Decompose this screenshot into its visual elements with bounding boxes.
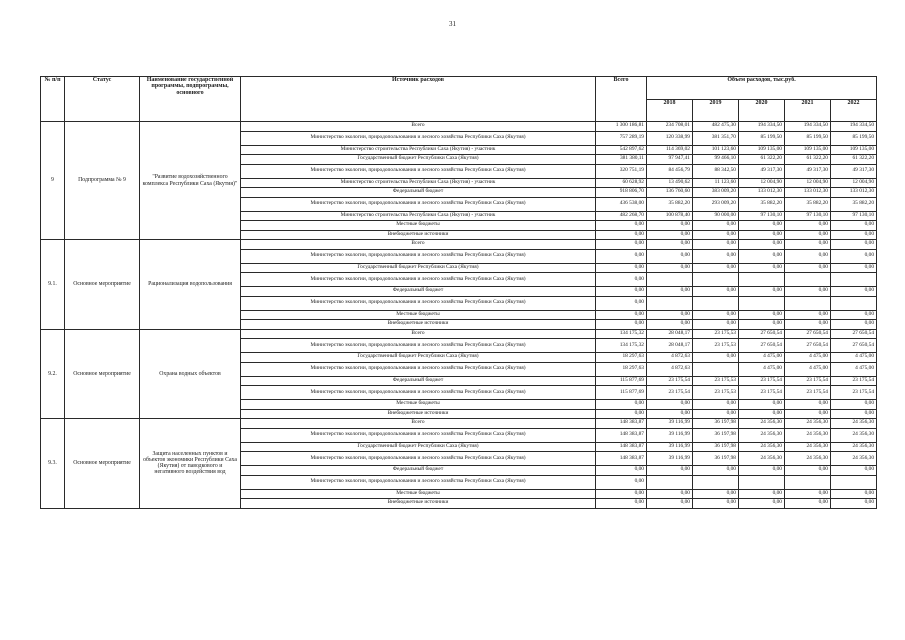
year-value-cell: 84 456,79 bbox=[647, 164, 693, 178]
year-value-cell: 0,00 bbox=[785, 489, 831, 499]
year-value-cell: 0,00 bbox=[647, 310, 693, 320]
year-value-cell: 23 175,53 bbox=[693, 386, 739, 400]
year-value-cell: 0,00 bbox=[785, 230, 831, 240]
year-value-cell: 0,00 bbox=[693, 221, 739, 231]
year-value-cell: 0,00 bbox=[739, 263, 785, 273]
year-value-cell: 23 175,54 bbox=[739, 386, 785, 400]
year-value-cell bbox=[785, 273, 831, 287]
section-number: 9 bbox=[41, 122, 65, 240]
year-value-cell: 11 123,60 bbox=[693, 178, 739, 188]
year-value-cell: 24 356,30 bbox=[785, 442, 831, 452]
year-value-cell: 28 048,17 bbox=[647, 339, 693, 353]
year-value-cell: 12 004,90 bbox=[785, 178, 831, 188]
source-cell: Местные бюджеты bbox=[241, 221, 596, 231]
year-value-cell: 0,00 bbox=[739, 409, 785, 419]
total-cell: 148 383,87 bbox=[596, 442, 647, 452]
table-row bbox=[41, 329, 877, 339]
year-value-cell: 0,00 bbox=[785, 240, 831, 250]
total-cell: 0,00 bbox=[596, 240, 647, 250]
year-value-cell: 114 369,02 bbox=[647, 145, 693, 155]
year-value-cell: 35 882,20 bbox=[647, 197, 693, 211]
year-value-cell: 24 356,30 bbox=[739, 452, 785, 466]
year-value-cell: 24 356,30 bbox=[785, 428, 831, 442]
total-cell: 0,00 bbox=[596, 221, 647, 231]
year-value-cell: 0,00 bbox=[831, 221, 877, 231]
year-value-cell: 0,00 bbox=[647, 221, 693, 231]
total-cell: 0,00 bbox=[596, 273, 647, 287]
year-value-cell: 27 650,54 bbox=[739, 329, 785, 339]
total-cell: 0,00 bbox=[596, 409, 647, 419]
section-status: Подпрограмма № 9 bbox=[65, 122, 140, 240]
year-value-cell: 0,00 bbox=[785, 249, 831, 263]
year-value-cell: 0,00 bbox=[785, 409, 831, 419]
year-value-cell: 133 012,30 bbox=[831, 188, 877, 198]
source-cell: Всего bbox=[241, 329, 596, 339]
year-value-cell: 0,00 bbox=[785, 499, 831, 509]
year-value-cell: 0,00 bbox=[693, 263, 739, 273]
source-cell: Внебюджетные источники bbox=[241, 320, 596, 330]
year-value-cell: 100 878,40 bbox=[647, 211, 693, 221]
total-cell: 381 380,11 bbox=[596, 155, 647, 165]
source-cell: Министерство экологии, природопользования и лесного хозяйства Республики Саха (Якутия) bbox=[241, 362, 596, 376]
source-cell: Местные бюджеты bbox=[241, 310, 596, 320]
header-year: 2021 bbox=[785, 99, 831, 122]
year-value-cell: 90 000,00 bbox=[693, 211, 739, 221]
year-value-cell: 4 872,63 bbox=[647, 362, 693, 376]
budget-table bbox=[40, 76, 877, 509]
year-value-cell: 0,00 bbox=[739, 230, 785, 240]
section-status: Основное мероприятие bbox=[65, 329, 140, 419]
year-value-cell: 0,00 bbox=[647, 499, 693, 509]
source-cell: Внебюджетные источники bbox=[241, 409, 596, 419]
total-cell: 0,00 bbox=[596, 466, 647, 476]
year-value-cell bbox=[647, 273, 693, 287]
year-value-cell: 4 475,00 bbox=[739, 353, 785, 363]
year-value-cell bbox=[831, 475, 877, 489]
total-cell: 482 268,70 bbox=[596, 211, 647, 221]
year-value-cell: 36 197,98 bbox=[693, 452, 739, 466]
source-cell: Министерство экологии, природопользования и лесного хозяйства Республики Саха (Якутия) bbox=[241, 249, 596, 263]
year-value-cell: 0,00 bbox=[647, 489, 693, 499]
total-cell: 148 383,87 bbox=[596, 452, 647, 466]
year-value-cell: 12 004,90 bbox=[739, 178, 785, 188]
header-expense-group: Объем расходов, тыс.руб. bbox=[647, 77, 877, 100]
year-value-cell: 23 175,53 bbox=[693, 376, 739, 386]
year-value-cell: 24 356,30 bbox=[831, 428, 877, 442]
header-year: 2022 bbox=[831, 99, 877, 122]
table-header bbox=[41, 77, 877, 122]
year-value-cell: 0,00 bbox=[739, 221, 785, 231]
year-value-cell: 0,00 bbox=[831, 230, 877, 240]
year-value-cell: 85 199,50 bbox=[785, 131, 831, 145]
year-value-cell bbox=[739, 273, 785, 287]
total-cell: 757 289,19 bbox=[596, 131, 647, 145]
year-value-cell bbox=[831, 273, 877, 287]
year-value-cell: 0,00 bbox=[647, 287, 693, 297]
year-value-cell: 0,00 bbox=[739, 320, 785, 330]
year-value-cell bbox=[831, 296, 877, 310]
source-cell: Внебюджетные источники bbox=[241, 499, 596, 509]
source-cell: Государственный бюджет Республики Саха (Якутия) bbox=[241, 263, 596, 273]
total-cell: 918 806,70 bbox=[596, 188, 647, 198]
year-value-cell: 0,00 bbox=[739, 489, 785, 499]
year-value-cell: 120 338,99 bbox=[647, 131, 693, 145]
source-cell: Всего bbox=[241, 122, 596, 132]
total-cell: 148 383,87 bbox=[596, 428, 647, 442]
year-value-cell: 0,00 bbox=[739, 499, 785, 509]
year-value-cell: 0,00 bbox=[693, 489, 739, 499]
source-cell: Министерство экологии, природопользования и лесного хозяйства Республики Саха (Якутия) bbox=[241, 428, 596, 442]
year-value-cell: 85 199,50 bbox=[831, 131, 877, 145]
total-cell: 115 877,69 bbox=[596, 386, 647, 400]
year-value-cell: 39 116,99 bbox=[647, 452, 693, 466]
year-value-cell: 109 135,00 bbox=[739, 145, 785, 155]
source-cell: Федеральный бюджет bbox=[241, 188, 596, 198]
year-value-cell: 27 650,54 bbox=[831, 329, 877, 339]
source-cell: Всего bbox=[241, 240, 596, 250]
year-value-cell: 27 650,54 bbox=[785, 339, 831, 353]
year-value-cell: 0,00 bbox=[693, 499, 739, 509]
source-cell: Министерство экологии, природопользования и лесного хозяйства Республики Саха (Якутия) bbox=[241, 475, 596, 489]
year-value-cell: 0,00 bbox=[647, 409, 693, 419]
year-value-cell: 293 009,20 bbox=[693, 197, 739, 211]
year-value-cell: 0,00 bbox=[693, 409, 739, 419]
year-value-cell: 24 356,30 bbox=[739, 428, 785, 442]
year-value-cell: 482 475,30 bbox=[693, 122, 739, 132]
source-cell: Местные бюджеты bbox=[241, 489, 596, 499]
year-value-cell: 24 356,30 bbox=[739, 442, 785, 452]
year-value-cell: 88 342,50 bbox=[693, 164, 739, 178]
section-name: Рационализация водопользования bbox=[140, 240, 241, 330]
year-value-cell: 0,00 bbox=[739, 287, 785, 297]
year-value-cell bbox=[785, 296, 831, 310]
total-cell: 148 383,87 bbox=[596, 419, 647, 429]
year-value-cell: 4 475,00 bbox=[785, 353, 831, 363]
year-value-cell: 61 322,20 bbox=[739, 155, 785, 165]
year-value-cell: 4 475,00 bbox=[739, 362, 785, 376]
section-name: Защита населенных пунктов и объектов экономики Республики Саха (Якутия) от паводкового и негативного воздействия вод bbox=[140, 419, 241, 509]
year-value-cell: 61 322,20 bbox=[831, 155, 877, 165]
year-value-cell: 97 130,10 bbox=[739, 211, 785, 221]
total-cell: 115 877,69 bbox=[596, 376, 647, 386]
table-row bbox=[41, 240, 877, 250]
year-value-cell: 27 650,54 bbox=[831, 339, 877, 353]
source-cell: Государственный бюджет Республики Саха (Якутия) bbox=[241, 353, 596, 363]
year-value-cell bbox=[693, 475, 739, 489]
header-source: Источник расходов bbox=[241, 77, 596, 122]
source-cell: Государственный бюджет Республики Саха (Якутия) bbox=[241, 442, 596, 452]
source-cell: Министерство экологии, природопользования и лесного хозяйства Республики Саха (Якутия) bbox=[241, 131, 596, 145]
year-value-cell: 61 322,20 bbox=[785, 155, 831, 165]
total-cell: 18 297,63 bbox=[596, 353, 647, 363]
year-value-cell: 0,00 bbox=[693, 320, 739, 330]
table-body bbox=[41, 122, 877, 509]
year-value-cell: 49 317,30 bbox=[739, 164, 785, 178]
source-cell: Государственный бюджет Республики Саха (Якутия) bbox=[241, 155, 596, 165]
year-value-cell bbox=[693, 273, 739, 287]
year-value-cell: 4 475,00 bbox=[785, 362, 831, 376]
year-value-cell: 0,00 bbox=[785, 287, 831, 297]
year-value-cell: 23 175,54 bbox=[647, 386, 693, 400]
year-value-cell: 36 197,98 bbox=[693, 428, 739, 442]
year-value-cell: 23 175,54 bbox=[831, 376, 877, 386]
source-cell: Министерство экологии, природопользования и лесного хозяйства Республики Саха (Якутия) bbox=[241, 273, 596, 287]
source-cell: Всего bbox=[241, 419, 596, 429]
section-status: Основное мероприятие bbox=[65, 240, 140, 330]
year-value-cell: 0,00 bbox=[739, 310, 785, 320]
year-value-cell: 24 356,30 bbox=[785, 452, 831, 466]
total-cell: 134 175,32 bbox=[596, 339, 647, 353]
year-value-cell: 0,00 bbox=[785, 310, 831, 320]
year-value-cell: 0,00 bbox=[831, 240, 877, 250]
year-value-cell: 0,00 bbox=[647, 263, 693, 273]
year-value-cell: 35 882,20 bbox=[785, 197, 831, 211]
table-row bbox=[41, 419, 877, 429]
year-value-cell: 0,00 bbox=[831, 409, 877, 419]
year-value-cell bbox=[739, 475, 785, 489]
year-value-cell: 0,00 bbox=[785, 221, 831, 231]
page-number: 31 bbox=[449, 20, 456, 28]
total-cell: 60 628,92 bbox=[596, 178, 647, 188]
year-value-cell: 109 135,00 bbox=[785, 145, 831, 155]
year-value-cell: 0,00 bbox=[647, 230, 693, 240]
year-value-cell: 133 012,30 bbox=[785, 188, 831, 198]
year-value-cell: 0,00 bbox=[647, 400, 693, 410]
year-value-cell: 194 334,50 bbox=[739, 122, 785, 132]
year-value-cell: 0,00 bbox=[739, 249, 785, 263]
total-cell: 0,00 bbox=[596, 475, 647, 489]
year-value-cell: 0,00 bbox=[693, 249, 739, 263]
header-status: Статус bbox=[65, 77, 140, 122]
year-value-cell bbox=[785, 475, 831, 489]
total-cell: 320 751,19 bbox=[596, 164, 647, 178]
year-value-cell: 27 650,54 bbox=[739, 339, 785, 353]
year-value-cell bbox=[693, 296, 739, 310]
year-value-cell: 0,00 bbox=[831, 310, 877, 320]
header-total: Всего bbox=[596, 77, 647, 122]
year-value-cell: 0,00 bbox=[831, 320, 877, 330]
year-value-cell: 0,00 bbox=[785, 400, 831, 410]
year-value-cell: 4 475,00 bbox=[831, 353, 877, 363]
total-cell: 0,00 bbox=[596, 296, 647, 310]
source-cell: Министерство экологии, природопользования и лесного хозяйства Республики Саха (Якутия) bbox=[241, 339, 596, 353]
year-value-cell: 27 650,54 bbox=[785, 329, 831, 339]
year-value-cell: 0,00 bbox=[831, 287, 877, 297]
year-value-cell: 0,00 bbox=[693, 353, 739, 363]
year-value-cell: 99 466,10 bbox=[693, 155, 739, 165]
year-value-cell: 194 334,50 bbox=[785, 122, 831, 132]
section-name: Охрана водных объектов bbox=[140, 329, 241, 419]
year-value-cell: 39 116,99 bbox=[647, 442, 693, 452]
year-value-cell: 24 356,30 bbox=[785, 419, 831, 429]
year-value-cell: 49 317,30 bbox=[785, 164, 831, 178]
total-cell: 0,00 bbox=[596, 263, 647, 273]
year-value-cell: 0,00 bbox=[647, 466, 693, 476]
year-value-cell: 0,00 bbox=[831, 466, 877, 476]
total-cell: 0,00 bbox=[596, 249, 647, 263]
section-number: 9.1. bbox=[41, 240, 65, 330]
total-cell: 134 175,32 bbox=[596, 329, 647, 339]
section-status: Основное мероприятие bbox=[65, 419, 140, 509]
year-value-cell: 0,00 bbox=[693, 466, 739, 476]
year-value-cell: 23 175,54 bbox=[739, 376, 785, 386]
section-number: 9.3. bbox=[41, 419, 65, 509]
source-cell: Министерство экологии, природопользования и лесного хозяйства Республики Саха (Якутия) bbox=[241, 197, 596, 211]
year-value-cell: 0,00 bbox=[785, 263, 831, 273]
year-value-cell: 23 175,54 bbox=[785, 376, 831, 386]
total-cell: 18 297,63 bbox=[596, 362, 647, 376]
header-num: № п/п bbox=[41, 77, 65, 122]
year-value-cell: 23 175,54 bbox=[647, 376, 693, 386]
year-value-cell: 23 175,53 bbox=[693, 339, 739, 353]
year-value-cell: 0,00 bbox=[647, 320, 693, 330]
header-year: 2019 bbox=[693, 99, 739, 122]
year-value-cell: 13 490,62 bbox=[647, 178, 693, 188]
year-value-cell: 39 116,99 bbox=[647, 419, 693, 429]
header-name: Наименование государственной программы, подпрограммы, основного bbox=[140, 77, 241, 122]
year-value-cell bbox=[739, 296, 785, 310]
source-cell: Министерство строительства Республики Саха (Якутия) - участник bbox=[241, 211, 596, 221]
year-value-cell: 0,00 bbox=[647, 240, 693, 250]
year-value-cell: 23 175,54 bbox=[831, 386, 877, 400]
year-value-cell: 39 116,99 bbox=[647, 428, 693, 442]
source-cell: Внебюджетные источники bbox=[241, 230, 596, 240]
year-value-cell: 383 009,20 bbox=[693, 188, 739, 198]
total-cell: 542 897,62 bbox=[596, 145, 647, 155]
total-cell: 0,00 bbox=[596, 499, 647, 509]
source-cell: Местные бюджеты bbox=[241, 400, 596, 410]
year-value-cell: 24 356,30 bbox=[831, 442, 877, 452]
year-value-cell: 0,00 bbox=[693, 240, 739, 250]
header-year: 2018 bbox=[647, 99, 693, 122]
year-value-cell: 0,00 bbox=[739, 466, 785, 476]
year-value-cell: 0,00 bbox=[831, 489, 877, 499]
year-value-cell: 24 356,30 bbox=[739, 419, 785, 429]
source-cell: Министерство строительства Республики Саха (Якутия) - участник bbox=[241, 178, 596, 188]
year-value-cell: 0,00 bbox=[831, 263, 877, 273]
total-cell: 0,00 bbox=[596, 489, 647, 499]
year-value-cell: 23 175,53 bbox=[693, 329, 739, 339]
year-value-cell: 0,00 bbox=[831, 400, 877, 410]
total-cell: 0,00 bbox=[596, 230, 647, 240]
year-value-cell: 0,00 bbox=[693, 310, 739, 320]
year-value-cell: 24 356,30 bbox=[831, 419, 877, 429]
year-value-cell: 0,00 bbox=[693, 230, 739, 240]
year-value-cell: 0,00 bbox=[693, 287, 739, 297]
year-value-cell: 24 356,30 bbox=[831, 452, 877, 466]
header-year: 2020 bbox=[739, 99, 785, 122]
source-cell: Министерство экологии, природопользования и лесного хозяйства Республики Саха (Якутия) bbox=[241, 296, 596, 310]
year-value-cell: 0,00 bbox=[831, 499, 877, 509]
year-value-cell: 0,00 bbox=[831, 249, 877, 263]
total-cell: 1 300 186,81 bbox=[596, 122, 647, 132]
year-value-cell: 109 135,00 bbox=[831, 145, 877, 155]
year-value-cell: 0,00 bbox=[693, 400, 739, 410]
year-value-cell: 12 004,90 bbox=[831, 178, 877, 188]
year-value-cell bbox=[647, 475, 693, 489]
year-value-cell: 49 317,30 bbox=[831, 164, 877, 178]
total-cell: 436 538,00 bbox=[596, 197, 647, 211]
year-value-cell: 0,00 bbox=[739, 400, 785, 410]
year-value-cell: 0,00 bbox=[785, 320, 831, 330]
source-cell: Министерство строительства Республики Саха (Якутия) - участник bbox=[241, 145, 596, 155]
year-value-cell: 97 130,10 bbox=[831, 211, 877, 221]
year-value-cell: 0,00 bbox=[739, 240, 785, 250]
table-row bbox=[41, 122, 877, 132]
year-value-cell: 381 351,70 bbox=[693, 131, 739, 145]
year-value-cell: 35 882,20 bbox=[739, 197, 785, 211]
year-value-cell: 23 175,54 bbox=[785, 386, 831, 400]
year-value-cell: 0,00 bbox=[647, 249, 693, 263]
year-value-cell: 0,00 bbox=[785, 466, 831, 476]
section-name: "Развитие водохозяйственного комплекса Республики Саха (Якутия)" bbox=[140, 122, 241, 240]
total-cell: 0,00 bbox=[596, 287, 647, 297]
total-cell: 0,00 bbox=[596, 320, 647, 330]
source-cell: Министерство экологии, природопользования и лесного хозяйства Республики Саха (Якутия) bbox=[241, 386, 596, 400]
year-value-cell: 194 334,50 bbox=[831, 122, 877, 132]
total-cell: 0,00 bbox=[596, 310, 647, 320]
source-cell: Федеральный бюджет bbox=[241, 376, 596, 386]
year-value-cell: 28 048,17 bbox=[647, 329, 693, 339]
year-value-cell: 97 947,41 bbox=[647, 155, 693, 165]
year-value-cell: 133 012,30 bbox=[739, 188, 785, 198]
year-value-cell: 97 130,10 bbox=[785, 211, 831, 221]
source-cell: Федеральный бюджет bbox=[241, 466, 596, 476]
section-number: 9.2. bbox=[41, 329, 65, 419]
year-value-cell: 4 872,63 bbox=[647, 353, 693, 363]
source-cell: Министерство экологии, природопользования и лесного хозяйства Республики Саха (Якутия) bbox=[241, 164, 596, 178]
year-value-cell bbox=[693, 362, 739, 376]
year-value-cell: 4 475,00 bbox=[831, 362, 877, 376]
year-value-cell bbox=[647, 296, 693, 310]
year-value-cell: 36 197,98 bbox=[693, 442, 739, 452]
year-value-cell: 35 882,20 bbox=[831, 197, 877, 211]
source-cell: Федеральный бюджет bbox=[241, 287, 596, 297]
year-value-cell: 85 199,50 bbox=[739, 131, 785, 145]
year-value-cell: 36 197,98 bbox=[693, 419, 739, 429]
year-value-cell: 136 760,60 bbox=[647, 188, 693, 198]
year-value-cell: 101 123,60 bbox=[693, 145, 739, 155]
source-cell: Министерство экологии, природопользования и лесного хозяйства Республики Саха (Якутия) bbox=[241, 452, 596, 466]
total-cell: 0,00 bbox=[596, 400, 647, 410]
year-value-cell: 234 708,01 bbox=[647, 122, 693, 132]
